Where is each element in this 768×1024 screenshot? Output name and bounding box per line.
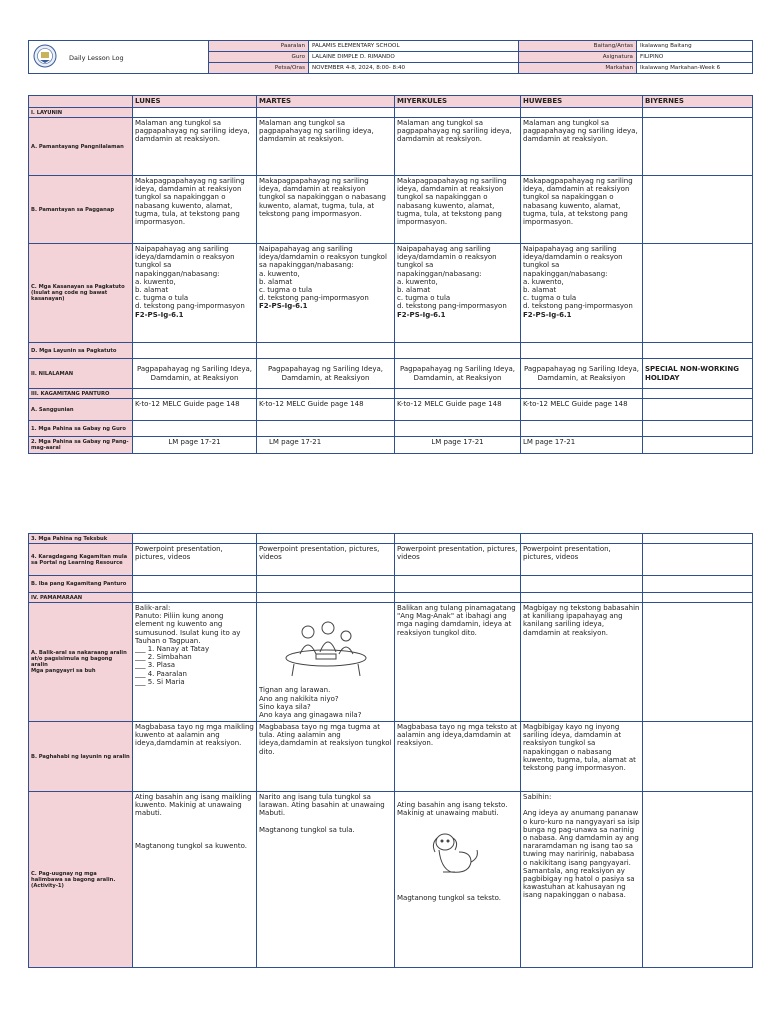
row-label-iba: B. Iba pang Kagamitang Panturo — [29, 576, 133, 593]
label-guro: Guro — [209, 52, 309, 63]
cell-pamantayang-lunes: Malaman ang tungkol sa pagpapahayag ng sariling ideya, damdamin at reaksiyon. — [133, 118, 257, 176]
cell-sanggunian-lunes: K-to-12 MELC Guide page 148 — [133, 399, 257, 421]
cell-pagganap-huwebes: Makapagpapahayag ng sariling ideya, damdamin at reaksiyon tungkol sa napakinggan o nabasang kuwento, alamat, tugma, tula, at tekstong pang impormasyon. — [521, 176, 643, 244]
cell-pag-uugnay-miyerkules — [395, 792, 521, 968]
cell-balik-huwebes: Magbigay ng tekstong babasahin at kaniliang ipapahayag ang kanilang sariling ideya, damdamin at reaksiyon. — [521, 603, 643, 722]
value-asignatura: FILIPINO — [637, 52, 753, 63]
header-table — [28, 40, 753, 74]
cell-pagganap-martes: Makapagpapahayag ng sariling ideya, damdamin at reaksiyon tungkol sa napakinggan o nabasang kuwento, alamat, tugma, tula, at tekstong pang impormasyon. — [257, 176, 395, 244]
family-drawing-icon — [278, 614, 374, 678]
cell-pamantayang-miyerkules: Malaman ang tungkol sa pagpapahayag ng sariling ideya, damdamin at reaksiyon. — [395, 118, 521, 176]
row-label-nilalaman: II. NILALAMAN — [29, 359, 133, 389]
document-title: Daily Lesson Log — [69, 54, 124, 62]
cell-paghahabi-huwebes: Magbibigay kayo ng inyong sariling ideya, damdamin at reaksiyon tungkol sa napakinggan o nabasang kuwento, tugma, tula, alamat at tekstong pang impormasyon. — [521, 722, 643, 792]
row-label-pag-uugnay: C. Pag-uugnay ng mga halimbawa sa bagong aralin. (Activity-1) — [29, 792, 133, 968]
dog-drawing-icon — [425, 828, 481, 880]
cell-paghahabi-lunes: Magbabasa tayo ng mga maikling kuwento at aalamin ang ideya,damdamin at reaksiyon. — [133, 722, 257, 792]
cell-kasanayan-lunes — [133, 244, 257, 343]
row-label-gabay-guro: 1. Mga Pahina sa Gabay ng Guro — [29, 421, 133, 437]
cell-karagdagang-martes: Powerpoint presentation, pictures, videos — [257, 544, 395, 576]
day-header-huwebes: HUWEBES — [521, 96, 643, 108]
cell-kasanayan-huwebes — [521, 244, 643, 343]
lesson-table-part-2 — [28, 533, 753, 968]
picture-questions: Tignan ang larawan. Ano ang nakikita niyo? Sino kaya sila? Ano kaya ang ginagawa nila? — [259, 686, 362, 720]
kasanayan-text: Naipapahayag ang sariling ideya/damdamin o reaksyon tungkol sa napakinggan/nabasang: a. kuwento, b. alamat c. tugma o tula d. tekstong pang-impormasyon — [135, 245, 245, 311]
cell-paghahabi-miyerkules: Magbabasa tayo ng mga teksto at aalamin ang ideya,damdamin at reaksiyon. — [395, 722, 521, 792]
label-asignatura: Asignatura — [519, 52, 637, 63]
row-label-pamantayang: A. Pamantayang Pangnilalaman — [29, 118, 133, 176]
row-label-pamamaraan: IV. PAMAMARAAN — [29, 593, 133, 603]
value-guro: LALAINE DIMPLE D. RIMANDO — [309, 52, 519, 63]
row-label-pagganap: B. Pamantayan sa Pagganap — [29, 176, 133, 244]
row-label-paghahabi: B. Paghahabi ng layunin ng aralin — [29, 722, 133, 792]
cell-pag-uugnay-martes: Narito ang isang tula tungkol sa larawan. Ating basahin at unawaing Mabuti. Magtanong tungkol sa tula. — [257, 792, 395, 968]
cell-paghahabi-martes: Magbabasa tayo ng mga tugma at tula. Ating aalamin ang ideya,damdamin at reaksiyon tungkol dito. — [257, 722, 395, 792]
cell-balik-martes — [257, 603, 395, 722]
label-paaralan: Paaralan — [209, 41, 309, 52]
cell-lm-lunes: LM page 17-21 — [133, 437, 257, 454]
row-label-kagamitan: III. KAGAMITANG PANTURO — [29, 389, 133, 399]
value-baitang: Ikalawang Baitang — [637, 41, 753, 52]
label-petsa: Petsa/Oras — [209, 63, 309, 74]
cell-lm-miyerkules: LM page 17-21 — [395, 437, 521, 454]
competency-code: F2-PS-Ig-6.1 — [523, 310, 572, 319]
day-header-miyerkules: MIYERKULES — [395, 96, 521, 108]
label-markahan: Markahan — [519, 63, 637, 74]
row-label-kasanayan: C. Mga Kasanayan sa Pagkatuto (Isulat ang code ng bawat kasanayan) — [29, 244, 133, 343]
day-header-martes: MARTES — [257, 96, 395, 108]
row-label-sanggunian: A. Sanggunian — [29, 399, 133, 421]
cell-nilalaman-miyerkules: Pagpapahayag ng Sariling Ideya, Damdamin, at Reaksiyon — [395, 359, 521, 389]
deped-seal-icon — [33, 44, 57, 68]
cell-kasanayan-martes — [257, 244, 395, 343]
row-label-gabay-mag-aaral: 2. Mga Pahina sa Gabay ng Pang-mag-aaral — [29, 437, 133, 454]
row-label-karagdagang: 4. Karagdagang Kagamitan mula sa Portal ng Learning Resource — [29, 544, 133, 576]
row-label-balik-aral: A. Balik-aral sa nakaraang aralin at/o pagsisimula ng bagong aralin Mga pangyayri sa buh — [29, 603, 133, 722]
cell-sanggunian-miyerkules: K-to-12 MELC Guide page 148 — [395, 399, 521, 421]
value-petsa: NOVEMBER 4-8, 2024, 8:00- 8:40 — [309, 63, 519, 74]
cell-pamantayang-martes: Malaman ang tungkol sa pagpapahayag ng sariling ideya, damdamin at reaksiyon. — [257, 118, 395, 176]
cell-pag-uugnay-huwebes: Sabihin: Ang ideya ay anumang pananaw o kuro-kuro na nangyayari sa isip bunga ng pag-unawa sa narinig o nabasa. Ang damdamin ay ang nararamdaman ng isang tao sa tuwing may naririnig, nababasa o nakikitang isang pangyayari. Samantala, ang reaksiyon ay pagbibigay ng hatol o pasiya sa kawastuhan at kahusayan ng isang napakinggan o nabasa. — [521, 792, 643, 968]
pag-uugnay-text: Ating basahin ang isang teksto. Makinig at unawaing mabuti. — [397, 801, 508, 818]
cell-pagganap-lunes: Makapagpapahayag ng sariling ideya, damdamin at reaksiyon tungkol sa napakinggan o nabasang kuwento, alamat, tugma, tula, at tekstong pang impormasyon. — [133, 176, 257, 244]
kasanayan-text: Naipapahayag ang sariling ideya/damdamin o reaksyon tungkol sa napakinggan/nabasang: a. kuwento, b. alamat c. tugma o tula d. tekstong pang-impormasyon — [523, 245, 633, 311]
cell-pamantayang-huwebes: Malaman ang tungkol sa pagpapahayag ng sariling ideya, damdamin at reaksiyon. — [521, 118, 643, 176]
cell-sanggunian-martes: K-to-12 MELC Guide page 148 — [257, 399, 395, 421]
lesson-table-part-1 — [28, 95, 753, 454]
cell-karagdagang-huwebes: Powerpoint presentation, pictures, videos — [521, 544, 643, 576]
kasanayan-text: Naipapahayag ang sariling ideya/damdamin o reaksyon tungkol sa napakinggan/nabasang: a. kuwento, b. alamat c. tugma o tula d. tekstong pang-impormasyon — [259, 245, 387, 303]
value-paaralan: PALAMIS ELEMENTARY SCHOOL — [309, 41, 519, 52]
cell-sanggunian-huwebes: K-to-12 MELC Guide page 148 — [521, 399, 643, 421]
logo-cell — [29, 41, 209, 74]
cell-balik-miyerkules: Balikan ang tulang pinamagatang "Ang Mag-Anak" at ibahagi ang mga naging damdamin, ideya at reaksiyon tungkol dito. — [395, 603, 521, 722]
cell-pag-uugnay-lunes: Ating basahin ang isang maikling kuwento. Makinig at unawaing mabuti. Magtanong tungkol sa kuwento. — [133, 792, 257, 968]
competency-code: F2-PS-Ig-6.1 — [397, 310, 446, 319]
corner-cell — [29, 96, 133, 108]
label-baitang: Baitang/Antas — [519, 41, 637, 52]
cell-karagdagang-lunes: Powerpoint presentation, pictures, videos — [133, 544, 257, 576]
row-label-teksbuk: 3. Mga Pahina ng Teksbuk — [29, 534, 133, 544]
kasanayan-text: Naipapahayag ang sariling ideya/damdamin o reaksyon tungkol sa napakinggan/nabasang: a. kuwento, b. alamat c. tugma o tula d. tekstong pang-impormasyon — [397, 245, 507, 311]
cell-karagdagang-miyerkules: Powerpoint presentation, pictures, videos — [395, 544, 521, 576]
value-markahan: Ikalawang Markahan-Week 6 — [637, 63, 753, 74]
cell-nilalaman-lunes: Pagpapahayag ng Sariling Ideya, Damdamin, at Reaksiyon — [133, 359, 257, 389]
row-label-layunin: I. LAYUNIN — [29, 108, 133, 118]
cell-balik-lunes: Balik-aral: Panuto: Piliin kung anong element ng kuwento ang sumusunod. Isulat kung ito ay Tauhan o Tagpuan. ___ 1. Nanay at Tatay ___ 2. Simbahan ___ 3. Plasa ___ 4. Paaralan ___ 5. Si Maria — [133, 603, 257, 722]
competency-code: F2-PS-Ig-6.1 — [135, 310, 184, 319]
cell-pagganap-miyerkules: Makapagpapahayag ng sariling ideya, damdamin at reaksiyon tungkol sa napakinggan o nabasang kuwento, alamat, tugma, tula, at tekstong pang impormasyon. — [395, 176, 521, 244]
competency-code: F2-PS-Ig-6.1 — [259, 302, 308, 311]
day-header-biyernes: BIYERNES — [643, 96, 753, 108]
cell-lm-martes: LM page 17-21 — [257, 437, 395, 454]
row-label-layunin-d: D. Mga Layunin sa Pagkatuto — [29, 343, 133, 359]
holiday-notice: SPECIAL NON-WORKING HOLIDAY — [643, 359, 753, 389]
cell-nilalaman-huwebes: Pagpapahayag ng Sariling Ideya, Damdamin, at Reaksiyon — [521, 359, 643, 389]
pag-uugnay-question: Magtanong tungkol sa teksto. — [397, 893, 501, 902]
cell-kasanayan-miyerkules — [395, 244, 521, 343]
day-header-lunes: LUNES — [133, 96, 257, 108]
cell-nilalaman-martes: Pagpapahayag ng Sariling Ideya, Damdamin, at Reaksiyon — [257, 359, 395, 389]
cell-lm-huwebes: LM page 17-21 — [521, 437, 643, 454]
